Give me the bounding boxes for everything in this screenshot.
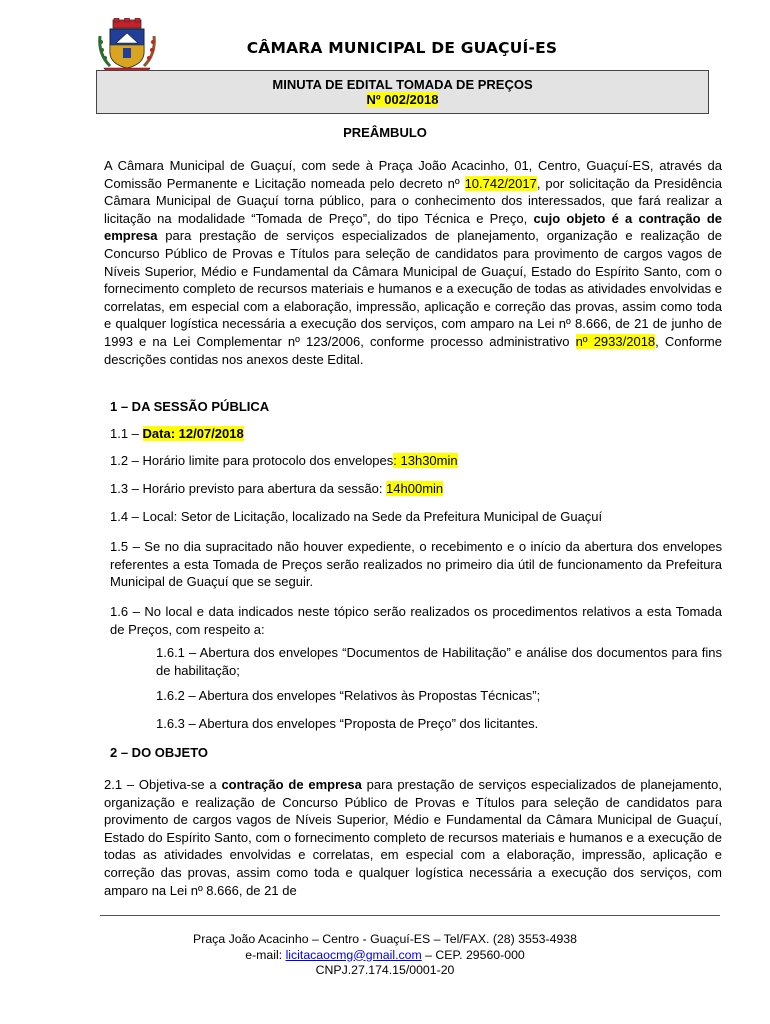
item-1-6-1: 1.6.1 – Abertura dos envelopes “Documentos de Habilitação” e análise dos documentos para fins de habilitação; [156, 645, 722, 678]
decreto-number: 10.742/2017 [464, 175, 537, 191]
preambulo-heading: PREÂMBULO [343, 125, 427, 140]
objeto-bold-text-2: contração de empresa [221, 777, 362, 792]
email-link[interactable]: licitacaocmg@gmail.com [285, 947, 422, 962]
item-1-6: 1.6 – No local e data indicados neste tópico serão realizados os procedimentos relativos a esta Tomada de Preços, com respeito a: [110, 604, 722, 637]
item-1-2: 1.2 – Horário limite para protocolo dos envelopes: 13h30min [110, 453, 458, 468]
footer-cnpj: CNPJ.27.174.15/0001-20 [315, 963, 455, 977]
item-1-1: 1.1 – Data: 12/07/2018 [110, 426, 244, 441]
item-2-1: 2.1 – Objetiva-se a contração de empresa para prestação de serviços especializados de planejamento, organização e realização de Concurso Público de Provas e Títulos para seleção de candidatos para provimento de cargos vagos de Níveis Superior, Médio e Fundamental da Câmara Municipal de Guaçuí, Estado do Espírito Santo, com o fornecimento completo de recursos materiais e humanos e a execução de todas as atividades envolvidas e correlatas, em especial com a elaboração, impressão, aplicação e correção das provas, assim como toda e qualquer logística necessária a execução dos serviços, com amparo na Lei nº 8.666, de 21 de [104, 777, 723, 898]
section-2-heading: 2 – DO OBJETO [110, 745, 209, 760]
minuta-title-box [96, 70, 709, 114]
page-header-title: CÂMARA MUNICIPAL DE GUAÇUÍ-ES [246, 39, 558, 57]
item-1-6-3: 1.6.3 – Abertura dos envelopes “Proposta de Preço” dos licitantes. [156, 716, 539, 731]
objeto-bold-text: cujo objeto é a contração de empresa [104, 210, 722, 244]
item-1-3: 1.3 – Horário previsto para abertura da sessão: 14h00min [110, 481, 444, 496]
preambulo-paragraph: A Câmara Municipal de Guaçuí, com sede à Praça João Acacinho, 01, Centro, Guaçuí-ES, através da Comissão Permanente e Licitação nomeada pelo decreto nº 10.742/2017, por solicitação da Presidência Câmara Municipal de Guaçuí torna público, para o conhecimento dos interessados, que fará realizar a licitação na modalidade “Tomada de Preço”, do tipo Técnica e Preço, cujo objeto é a contração de empresa para prestação de serviços especializados de planejamento, organização e realização de Concurso Público de Provas e Títulos para seleção de candidatos para provimento de cargos vagos de Níveis Superior, Médio e Fundamental da Câmara Municipal de Guaçuí, Estado do Espírito Santo, com o fornecimento completo de recursos materiais e humanos e a execução de todas as atividades envolvidas e correlatas, em especial com a elaboração, impressão, aplicação e correção das provas, assim como toda e qualquer logística necessária a execução dos serviços, com amparo na Lei nº 8.666, de 21 de junho de 1993 e na Lei Complementar nº 123/2006, conforme processo administrativo nº 2933/2018, Conforme descrições contidas nos anexos deste Edital. [104, 158, 722, 367]
page-footer [0, 932, 770, 979]
item-1-6-2: 1.6.2 – Abertura dos envelopes “Relativos às Propostas Técnicas”; [156, 688, 541, 703]
processo-number: nº 2933/2018 [575, 333, 656, 349]
item-1-4: 1.4 – Local: Setor de Licitação, localizado na Sede da Prefeitura Municipal de Guaçuí [110, 509, 603, 524]
protocol-time: : 13h30min [393, 453, 458, 468]
item-1-5: 1.5 – Se no dia supracitado não houver expediente, o recebimento e o início da abertura dos envelopes referentes a esta Tomada de Preços serão realizados no primeiro dia útil de funcionamento da Prefeitura Municipal de Guaçuí que se seguir. [110, 539, 722, 590]
section-1-heading: 1 – DA SESSÃO PÚBLICA [110, 399, 270, 414]
footer-address: Praça João Acacinho – Centro - Guaçuí-ES – Tel/FAX. (28) 3553-4938 [193, 932, 577, 946]
opening-time: 14h00min [386, 481, 444, 496]
footer-divider [100, 915, 720, 916]
edital-number: Nº 002/2018 [366, 92, 439, 107]
session-date: Data: 12/07/2018 [142, 426, 244, 441]
footer-contact: e-mail: licitacaocmg@gmail.com – CEP. 29560-000 [245, 947, 525, 962]
minuta-title: MINUTA DE EDITAL TOMADA DE PREÇOS [272, 77, 533, 92]
